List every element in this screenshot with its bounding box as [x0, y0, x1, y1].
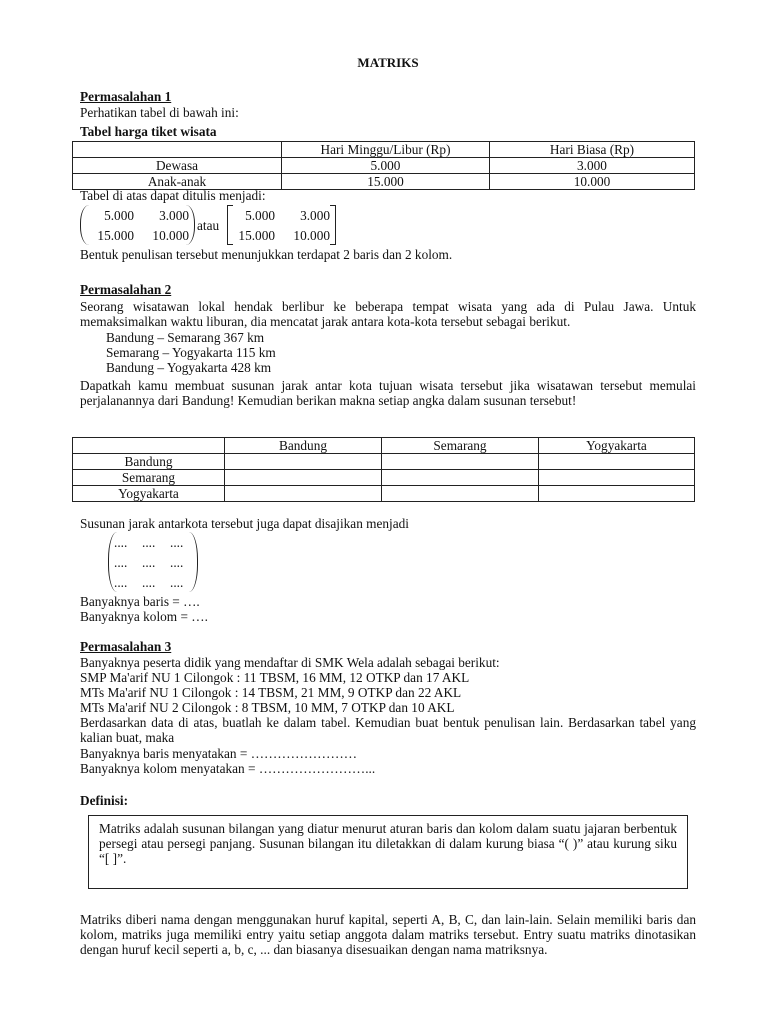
matrix-parentheses — [80, 205, 195, 245]
definition-box — [88, 815, 688, 889]
p3-intro: Banyaknya peserta didik yang mendaftar di SMK Wela adalah sebagai berikut: — [80, 655, 500, 670]
matrix-entry: .... — [170, 534, 184, 550]
table-header-cell: Hari Biasa (Rp) — [490, 142, 695, 158]
right-parenthesis — [189, 532, 198, 592]
p3-task: Berdasarkan data di atas, buatlah ke dalam tabel. Kemudian buat bentuk penulisan lain. Berdasarkan tabel yang kalian buat, maka — [80, 715, 696, 745]
matrix-row — [114, 552, 192, 572]
definition-heading: Definisi: — [80, 793, 129, 808]
table-row — [73, 454, 695, 470]
matrix-entry: .... — [114, 554, 128, 570]
table-header-row — [73, 438, 695, 454]
p3-cols-line: Banyaknya kolom menyatakan = ……………………... — [80, 761, 376, 776]
table-header-cell — [73, 142, 282, 158]
table-header-cell: Bandung — [225, 438, 382, 454]
table-cell — [382, 454, 539, 470]
table-cell — [539, 470, 695, 486]
matrix-square-brackets — [227, 205, 336, 245]
matrix-entry: 5.000 — [245, 207, 275, 223]
p2-rows-line: Banyaknya baris = …. — [80, 594, 200, 609]
matrix-entry: .... — [170, 554, 184, 570]
distance-item: Bandung – Semarang 367 km — [106, 330, 265, 345]
p1-heading: Permasalahan 1 — [80, 89, 172, 104]
table-cell: 15.000 — [282, 174, 490, 190]
table-cell: Yogyakarta — [73, 486, 225, 502]
matrix-entry: .... — [142, 534, 156, 550]
p3-heading: Permasalahan 3 — [80, 639, 172, 654]
definition-closing: Matriks diberi nama dengan menggunakan huruf kapital, seperti A, B, C, dan lain-lain. Selain memiliki baris dan kolom, matriks juga memiliki entry yaitu setiap anggota dalam matriks tersebut. Entry suatu matriks dinotasikan dengan huruf kecil seperti a, b, c, ... dan biasanya disesuaikan dengan nama matriksnya. — [80, 912, 696, 957]
table-cell: 5.000 — [282, 158, 490, 174]
table-header-row — [73, 142, 695, 158]
table-cell — [382, 470, 539, 486]
table-cell — [539, 454, 695, 470]
table-cell: Anak-anak — [73, 174, 282, 190]
table-cell: 3.000 — [490, 158, 695, 174]
distance-table — [72, 437, 695, 502]
distance-item: Bandung – Yogyakarta 428 km — [106, 360, 272, 375]
matrix-row — [86, 205, 189, 225]
matrix-row — [86, 225, 189, 245]
distance-item: Semarang – Yogyakarta 115 km — [106, 345, 276, 360]
p2-question: Dapatkah kamu membuat susunan jarak antar kota tujuan wisata tersebut jika wisatawan tersebut memulai perjalanannya dari Bandung! Kemudian berikan makna setiap angka dalam susunan tersebut! — [80, 378, 696, 408]
table-header-cell: Semarang — [382, 438, 539, 454]
p1-can-write: Tabel di atas dapat ditulis menjadi: — [80, 188, 266, 203]
left-parenthesis — [108, 532, 117, 592]
right-parenthesis — [186, 205, 195, 245]
p2-heading: Permasalahan 2 — [80, 282, 172, 297]
matrix-row — [233, 225, 330, 245]
matrix-entry: 10.000 — [293, 227, 330, 243]
table-row — [73, 486, 695, 502]
p1-conclusion: Bentuk penulisan tersebut menunjukkan terdapat 2 baris dan 2 kolom. — [80, 247, 453, 262]
p2-can-present: Susunan jarak antarkota tersebut juga dapat disajikan menjadi — [80, 516, 409, 531]
matrix-entry: 5.000 — [104, 207, 134, 223]
definition-text: Matriks adalah susunan bilangan yang diatur menurut aturan baris dan kolom dalam suatu jajaran berbentuk persegi atau persegi panjang. Susunan bilangan itu diletakkan di dalam kurung biasa “( )” atau kurung siku “[ ]”. — [99, 821, 677, 866]
school-item: MTs Ma'arif NU 2 Cilongok : 8 TBSM, 10 MM, 7 OTKP dan 10 AKL — [80, 700, 455, 715]
matrix-entry: 15.000 — [238, 227, 275, 243]
table-cell — [225, 486, 382, 502]
or-word: atau — [197, 218, 220, 233]
matrix-placeholder — [108, 532, 198, 592]
matrix-row — [114, 532, 192, 552]
matrix-row — [233, 205, 330, 225]
table-cell — [382, 486, 539, 502]
matrix-row — [114, 572, 192, 592]
table-row — [73, 470, 695, 486]
matrix-entry: .... — [142, 554, 156, 570]
matrix-entry: .... — [142, 574, 156, 590]
table-header-cell — [73, 438, 225, 454]
table-cell — [225, 454, 382, 470]
right-bracket — [330, 205, 336, 245]
matrix-entry: 3.000 — [300, 207, 330, 223]
p2-intro: Seorang wisatawan lokal hendak berlibur ke beberapa tempat wisata yang ada di Pulau Jawa. Untuk memaksimalkan waktu liburan, dia mencatat jarak antara kota-kota tersebut sebagai berikut. — [80, 299, 696, 329]
matrix-entry: .... — [114, 534, 128, 550]
school-item: MTs Ma'arif NU 1 Cilongok : 14 TBSM, 21 MM, 9 OTKP dan 22 AKL — [80, 685, 462, 700]
matrix-entry: 3.000 — [159, 207, 189, 223]
table-header-cell: Hari Minggu/Libur (Rp) — [282, 142, 490, 158]
table-cell: Dewasa — [73, 158, 282, 174]
p1-table-title: Tabel harga tiket wisata — [80, 124, 217, 139]
ticket-price-table — [72, 141, 695, 190]
table-cell: Semarang — [73, 470, 225, 486]
p1-intro: Perhatikan tabel di bawah ini: — [80, 105, 239, 120]
matrix-entry: 15.000 — [97, 227, 134, 243]
table-cell — [225, 470, 382, 486]
matrix-entry: 10.000 — [152, 227, 189, 243]
table-cell — [539, 486, 695, 502]
p2-cols-line: Banyaknya kolom = …. — [80, 609, 208, 624]
left-bracket — [227, 205, 233, 245]
table-row — [73, 158, 695, 174]
left-parenthesis — [80, 205, 89, 245]
school-item: SMP Ma'arif NU 1 Cilongok : 11 TBSM, 16 MM, 12 OTKP dan 17 AKL — [80, 670, 470, 685]
page-title: MATRIKS — [357, 55, 419, 70]
matrix-entry: .... — [114, 574, 128, 590]
table-cell: Bandung — [73, 454, 225, 470]
table-cell: 10.000 — [490, 174, 695, 190]
table-header-cell: Yogyakarta — [539, 438, 695, 454]
p3-rows-line: Banyaknya baris menyatakan = …………………… — [80, 746, 358, 761]
matrix-entry: .... — [170, 574, 184, 590]
